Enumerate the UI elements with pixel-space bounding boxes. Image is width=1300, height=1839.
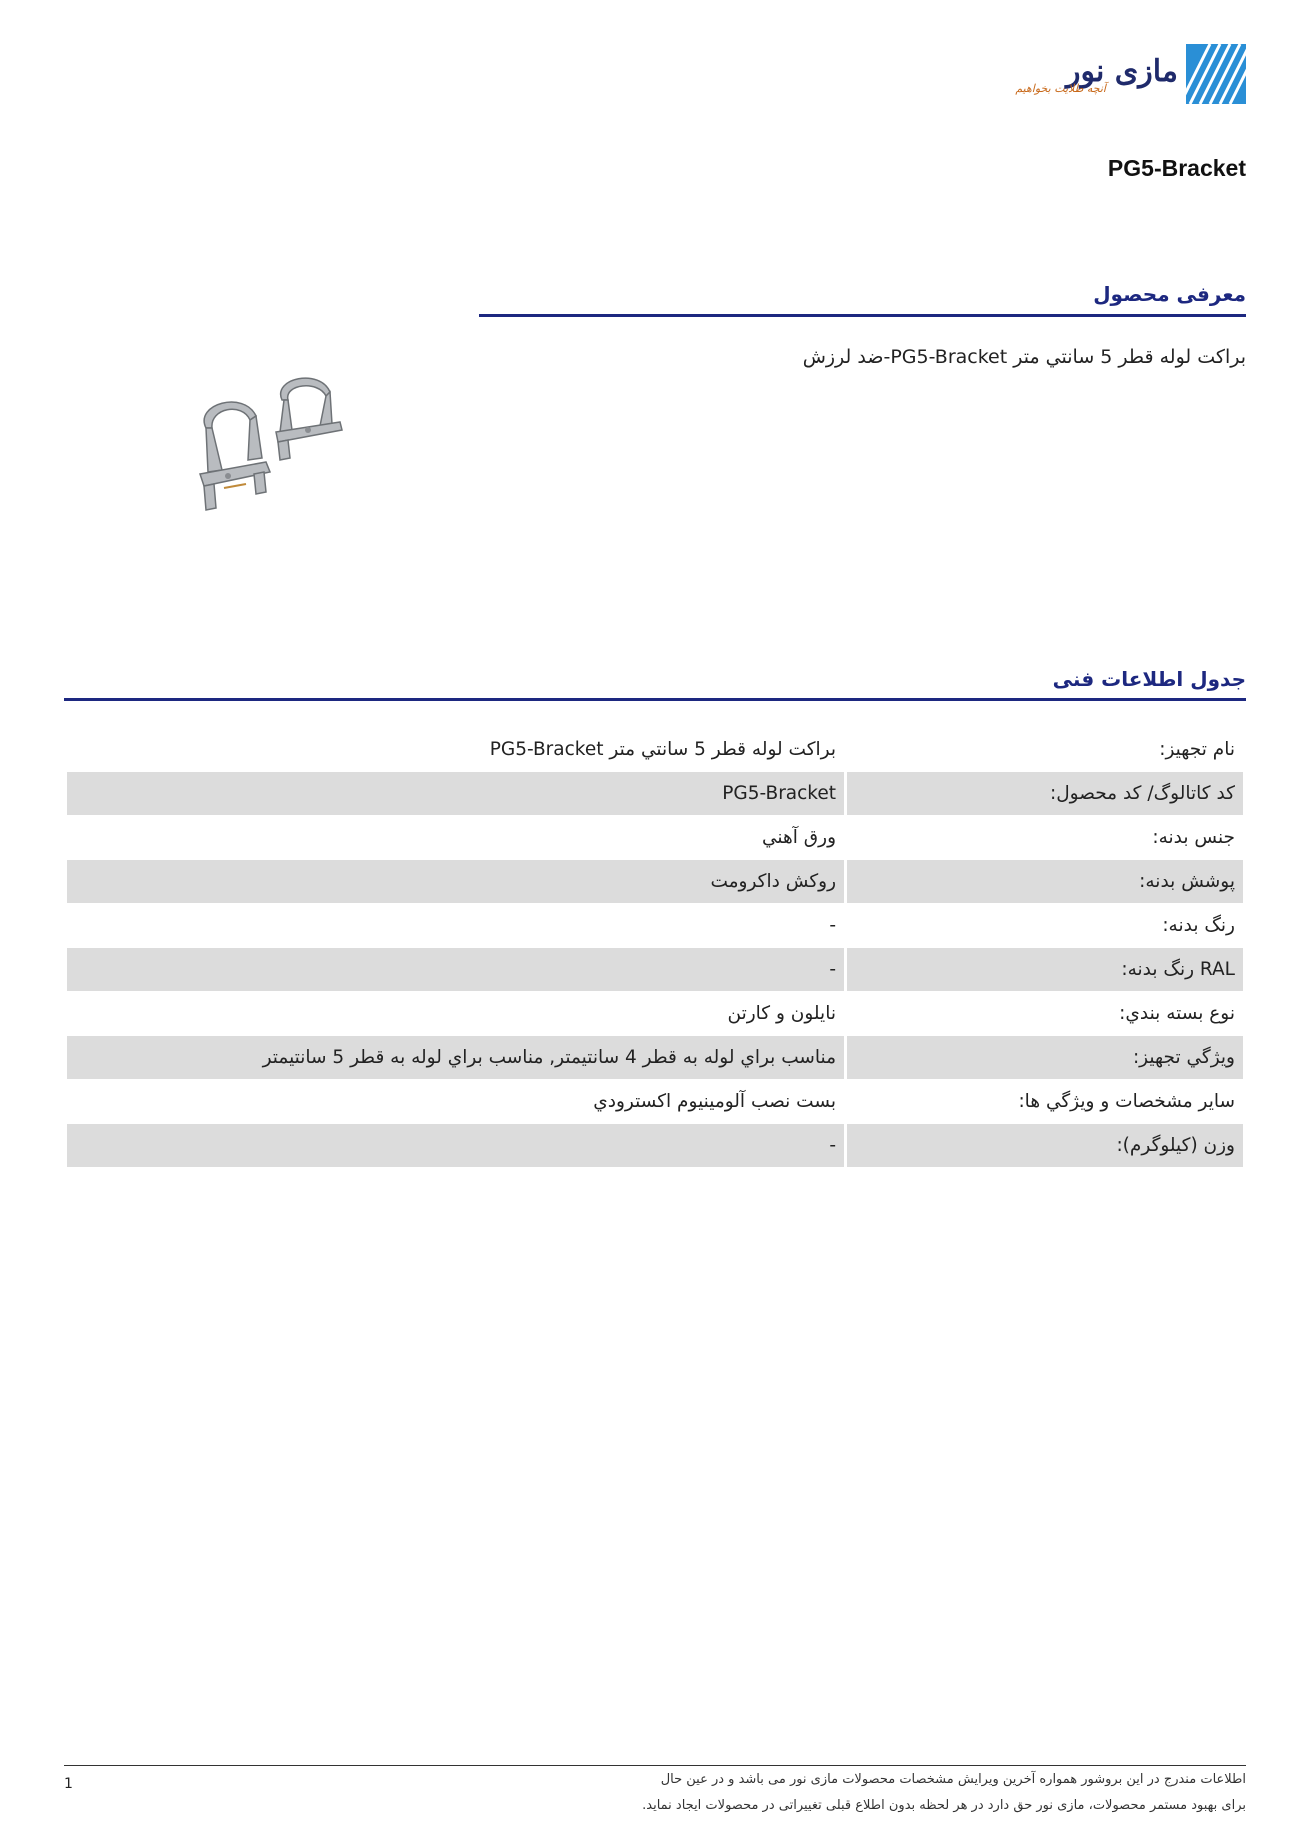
spec-row (67, 816, 1243, 860)
spec-value: - (67, 948, 844, 992)
spec-row (67, 1080, 1243, 1124)
spec-value: براكت لوله قطر 5 سانتي متر PG5-Bracket (67, 728, 844, 772)
footer-note-line-1: اطلاعات مندرج در این بروشور همواره آخرین ویرایش مشخصات محصولات مازی نور می باشد و در عین حال (660, 1772, 1246, 1787)
spec-row (67, 904, 1243, 948)
logo-mark-icon (1186, 44, 1246, 104)
logo-wordmark: مازی نور (1066, 54, 1178, 89)
spec-value: - (67, 904, 844, 948)
spec-heading: جدول اطلاعات فنی (1052, 667, 1246, 691)
spec-row (67, 728, 1243, 772)
footer-divider (64, 1765, 1246, 1766)
spec-label: نوع بسته بندي: (847, 992, 1243, 1036)
spec-value: - (67, 1124, 844, 1168)
brand-logo (1006, 44, 1246, 110)
intro-description: براكت لوله قطر 5 سانتي متر PG5-Bracket-ضد لرزش (802, 346, 1246, 368)
spec-row (67, 1124, 1243, 1168)
spec-label: ويژگي تجهيز: (847, 1036, 1243, 1080)
product-bracket-image (180, 370, 350, 520)
page-number: 1 (64, 1776, 73, 1792)
spec-value: مناسب براي لوله به قطر 4 سانتيمتر, مناسب براي لوله به قطر 5 سانتيمتر (67, 1036, 844, 1080)
spec-value: ورق آهني (67, 816, 844, 860)
spec-label: رنگ بدنه: (847, 904, 1243, 948)
spec-value: نايلون و كارتن (67, 992, 844, 1036)
spec-row (67, 992, 1243, 1036)
spec-label: ساير مشخصات و ويژگي ها: (847, 1080, 1243, 1124)
footer-note-line-2: برای بهبود مستمر محصولات، مازی نور حق دارد در هر لحظه بدون اطلاع قبلی تغییراتی در محصولات ایجاد نماید. (642, 1798, 1246, 1813)
product-title: PG5-Bracket (1107, 155, 1246, 181)
spec-row (67, 1036, 1243, 1080)
spec-value: بست نصب آلومينيوم اكسترودي (67, 1080, 844, 1124)
intro-heading: معرفی محصول (1093, 282, 1246, 306)
spec-row (67, 772, 1243, 816)
spec-label: وزن (کیلوگرم): (847, 1124, 1243, 1168)
spec-table (64, 728, 1246, 1168)
spec-label: جنس بدنه: (847, 816, 1243, 860)
spec-label: نام تجهيز: (847, 728, 1243, 772)
spec-row (67, 860, 1243, 904)
spec-divider (64, 698, 1246, 701)
spec-value: PG5-Bracket (67, 772, 844, 816)
spec-label: پوشش بدنه: (847, 860, 1243, 904)
spec-row (67, 948, 1243, 992)
logo-tagline: آنچه طلایت بخواهیم (1015, 82, 1106, 95)
spec-label: RAL رنگ بدنه: (847, 948, 1243, 992)
spec-value: روكش داكرومت (67, 860, 844, 904)
intro-divider (479, 314, 1246, 317)
spec-label: کد کاتالوگ/ کد محصول: (847, 772, 1243, 816)
